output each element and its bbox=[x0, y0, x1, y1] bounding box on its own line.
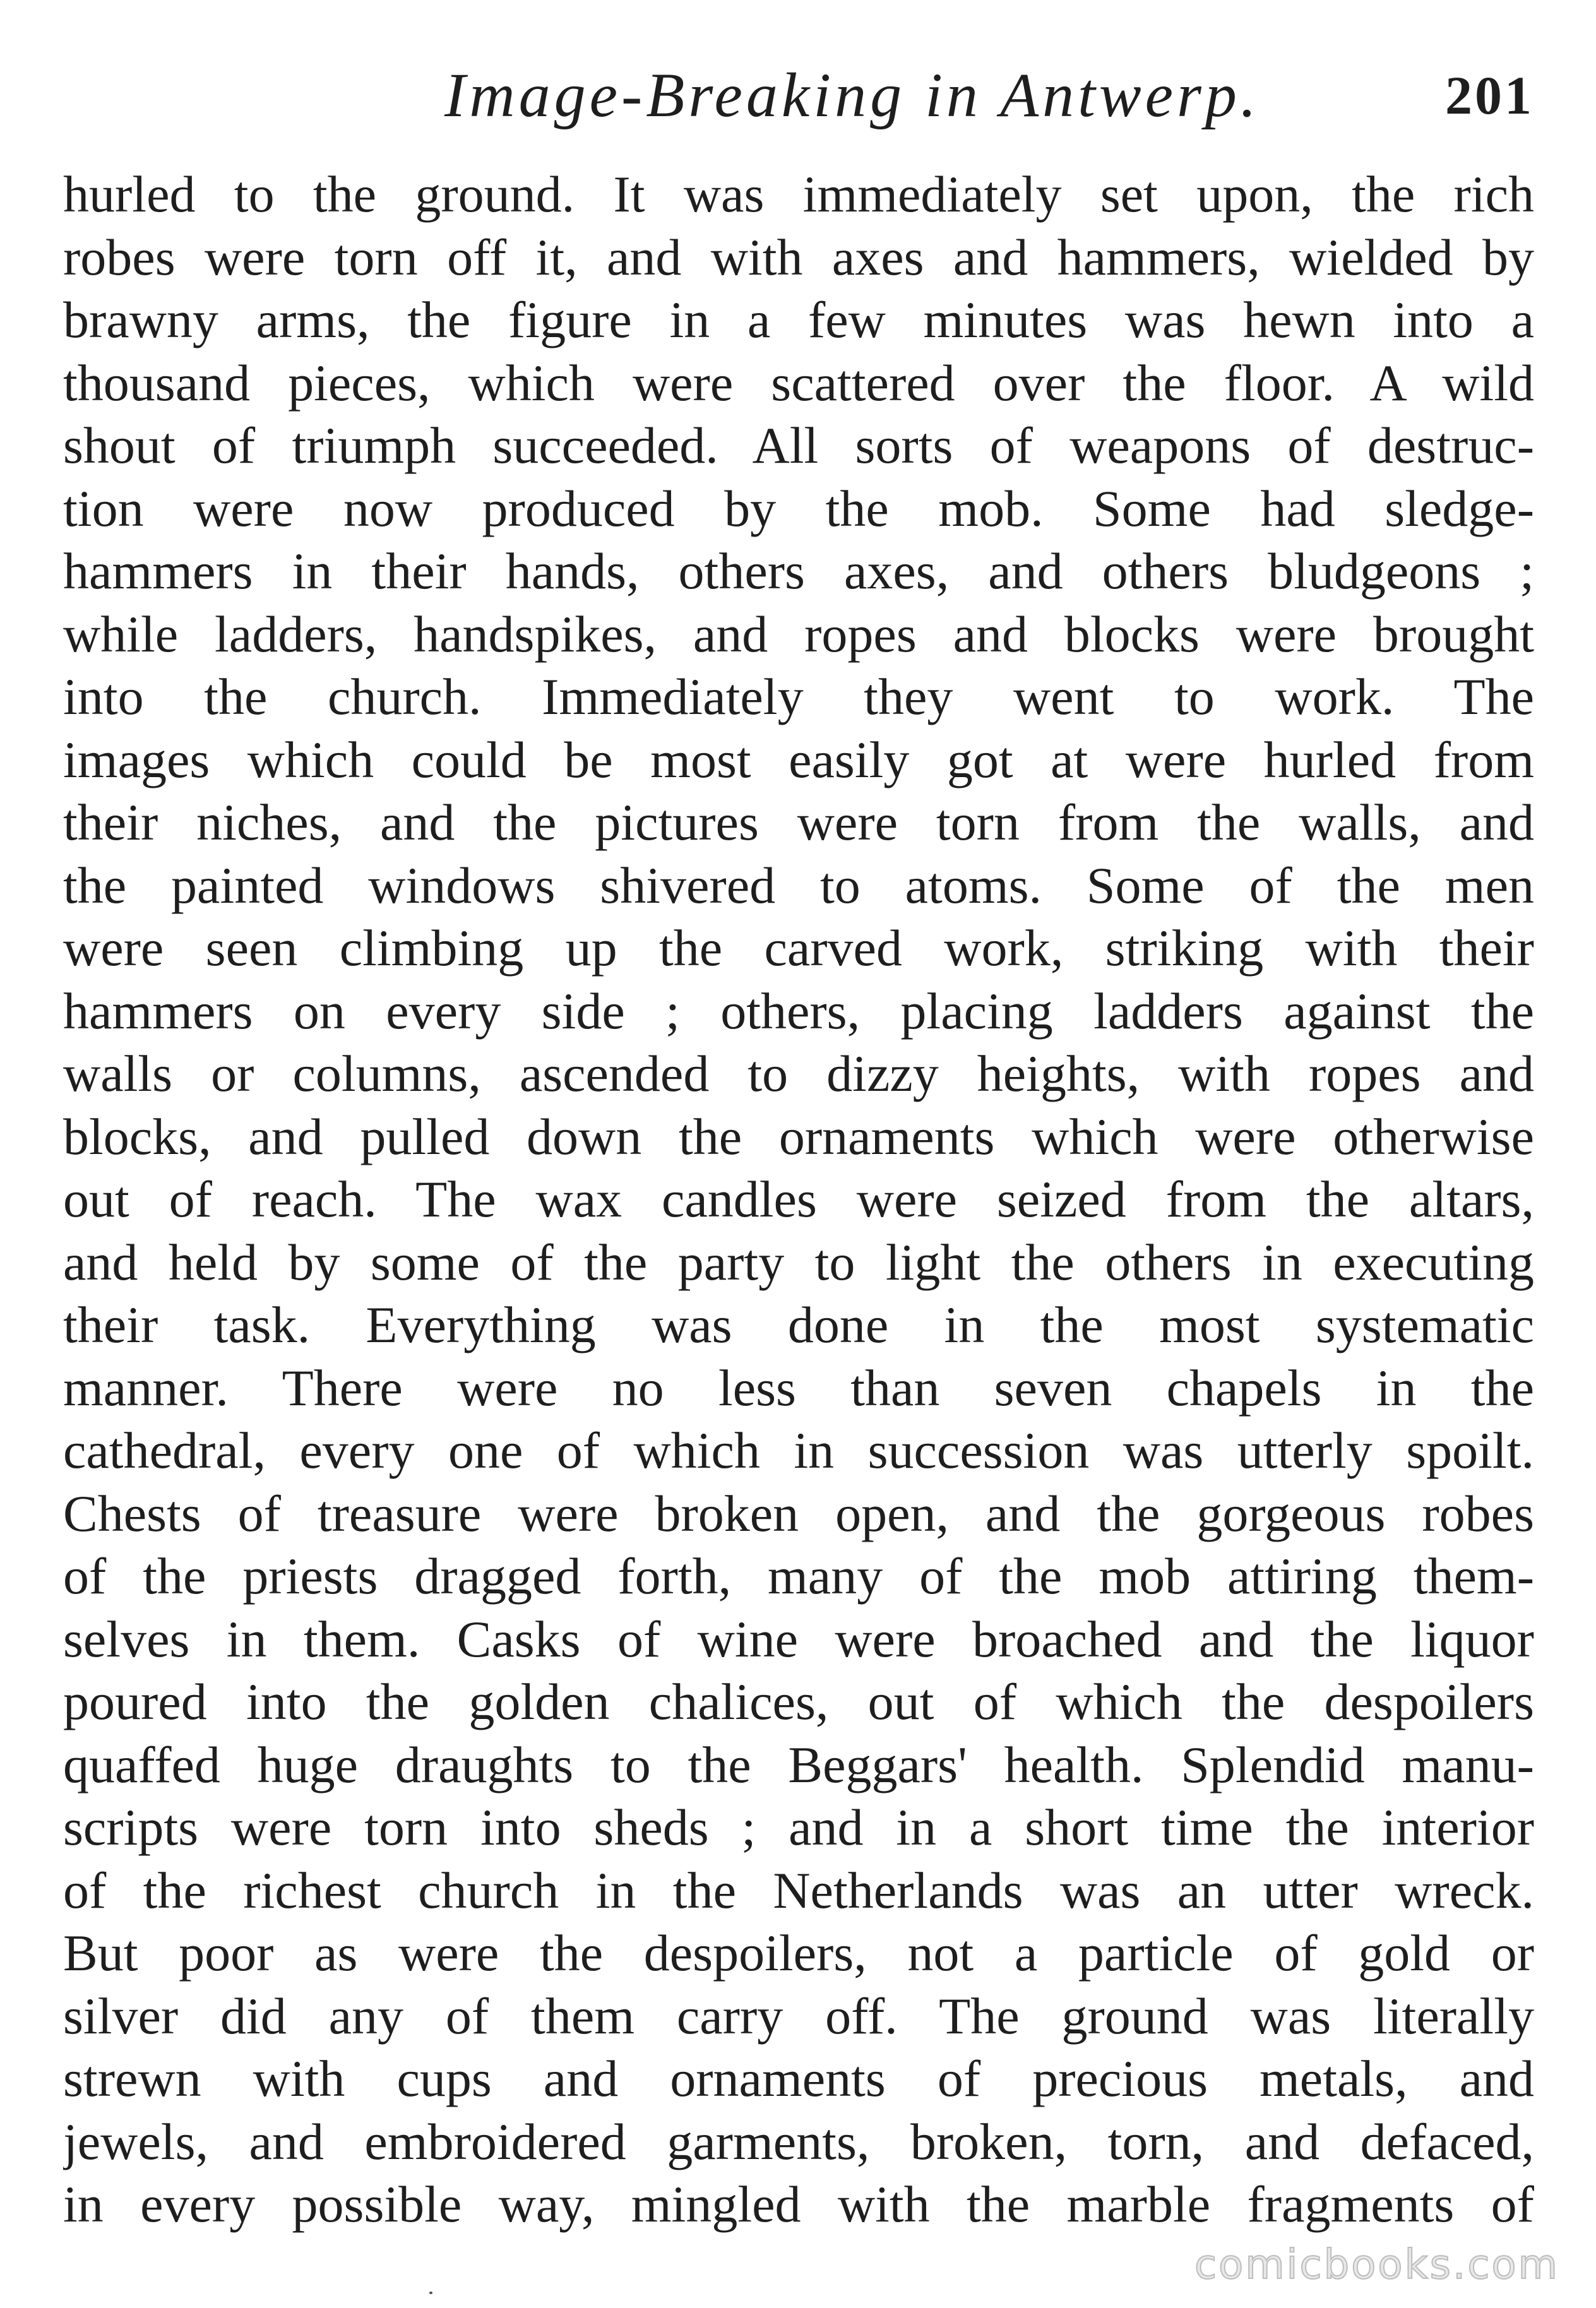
text-line: walls or columns, ascended to dizzy heights, with ropes and bbox=[63, 1045, 1534, 1102]
text-line: cathedral, every one of which in succession was utterly spoilt. bbox=[63, 1422, 1534, 1479]
text-line: silver did any of them carry off. The ground was literally bbox=[63, 1987, 1534, 2045]
text-line: were seen climbing up the carved work, striking with their bbox=[63, 919, 1534, 977]
text-line: of the priests dragged forth, many of the mob attiring them- bbox=[63, 1547, 1534, 1605]
text-line: hammers on every side ; others, placing ladders against the bbox=[63, 982, 1534, 1040]
text-line: blocks, and pulled down the ornaments which were otherwise bbox=[63, 1107, 1534, 1165]
text-line: thousand pieces, which were scattered over the floor. A wild bbox=[63, 354, 1534, 412]
text-line: Chests of treasure were broken open, and the gorgeous robes bbox=[63, 1484, 1534, 1542]
text-line: selves in them. Casks of wine were broached and the liquor bbox=[63, 1610, 1534, 1668]
text-line: quaffed huge draughts to the Beggars' health. Splendid manu- bbox=[63, 1735, 1534, 1793]
page-number: 201 bbox=[1445, 65, 1534, 126]
body-text bbox=[63, 163, 1534, 2236]
ink-speck bbox=[429, 2292, 432, 2294]
text-line: out of reach. The wax candles were seized from the altars, bbox=[63, 1170, 1534, 1228]
running-title: Image-Breaking in Antwerp. bbox=[444, 60, 1260, 130]
text-line: hurled to the ground. It was immediately set upon, the rich bbox=[63, 165, 1534, 223]
text-line: images which could be most easily got at were hurled from bbox=[63, 730, 1534, 788]
text-line: scripts were torn into sheds ; and in a short time the interior bbox=[63, 1799, 1534, 1856]
text-line: the painted windows shivered to atoms. Some of the men bbox=[63, 856, 1534, 914]
text-line: manner. There were no less than seven chapels in the bbox=[63, 1359, 1534, 1417]
text-line: their task. Everything was done in the most systematic bbox=[63, 1296, 1534, 1353]
text-line: strewn with cups and ornaments of precious metals, and bbox=[63, 2050, 1534, 2107]
text-line: brawny arms, the figure in a few minutes was hewn into a bbox=[63, 291, 1534, 348]
text-line: hammers in their hands, others axes, and others bludgeons ; bbox=[63, 542, 1534, 600]
text-line: of the richest church in the Netherlands was an utter wreck. bbox=[63, 1861, 1534, 1919]
text-line: their niches, and the pictures were torn from the walls, and bbox=[63, 794, 1534, 851]
text-line: into the church. Immediately they went to work. The bbox=[63, 668, 1534, 725]
text-line: robes were torn off it, and with axes and hammers, wielded by bbox=[63, 228, 1534, 286]
text-line: shout of triumph succeeded. All sorts of weapons of destruc- bbox=[63, 417, 1534, 474]
text-line: in every possible way, mingled with the marble fragments of bbox=[63, 2175, 1534, 2233]
watermark: comicbooks.com bbox=[1194, 2242, 1559, 2288]
running-header bbox=[63, 54, 1534, 136]
text-line: But poor as were the despoilers, not a particle of gold or bbox=[63, 1924, 1534, 1982]
text-line: jewels, and embroidered garments, broken, torn, and defaced, bbox=[63, 2112, 1534, 2170]
text-line: and held by some of the party to light the others in executing bbox=[63, 1233, 1534, 1291]
text-line: poured into the golden chalices, out of which the despoilers bbox=[63, 1673, 1534, 1730]
text-line: while ladders, handspikes, and ropes and blocks were brought bbox=[63, 605, 1534, 663]
text-line: tion were now produced by the mob. Some had sledge- bbox=[63, 479, 1534, 537]
